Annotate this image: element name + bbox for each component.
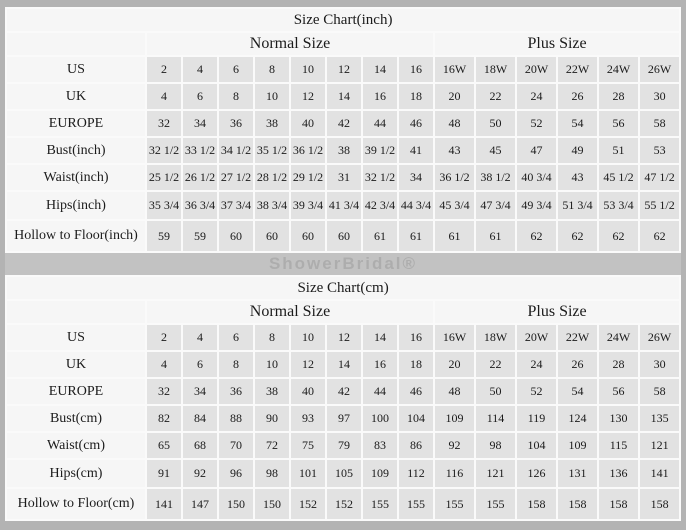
size-cell: 126 — [517, 460, 556, 487]
size-cell: 98 — [255, 460, 289, 487]
size-cell: 14 — [327, 84, 361, 109]
size-cell: 30 — [640, 84, 679, 109]
size-cell: 84 — [183, 406, 217, 431]
size-cell: 109 — [558, 433, 597, 458]
size-cell: 83 — [363, 433, 397, 458]
size-cell: 32 — [147, 111, 181, 136]
size-cell: 79 — [327, 433, 361, 458]
size-cell: 47 — [517, 138, 556, 163]
size-cell: 32 1/2 — [363, 165, 397, 190]
size-cell: 114 — [476, 406, 515, 431]
table-row — [7, 325, 679, 350]
size-cell: 24W — [599, 325, 638, 350]
size-cell: 91 — [147, 460, 181, 487]
size-cell: 38 1/2 — [476, 165, 515, 190]
size-cell: 147 — [183, 489, 217, 519]
size-cell: 4 — [147, 352, 181, 377]
size-cell: 26W — [640, 57, 679, 82]
table-row — [7, 221, 679, 251]
size-cell: 38 3/4 — [255, 192, 289, 219]
size-cell: 121 — [476, 460, 515, 487]
size-cell: 60 — [255, 221, 289, 251]
size-cell: 90 — [255, 406, 289, 431]
size-cell: 22W — [558, 325, 597, 350]
table-row — [7, 406, 679, 431]
table-row — [7, 138, 679, 163]
size-cell: 38 — [327, 138, 361, 163]
size-cell: 47 3/4 — [476, 192, 515, 219]
watermark-text: ShowerBridal® — [268, 254, 418, 273]
size-cell: 115 — [599, 433, 638, 458]
size-cell: 18W — [476, 325, 515, 350]
size-cell: 27 1/2 — [219, 165, 253, 190]
size-cell: 10 — [291, 325, 325, 350]
corner-cell — [7, 33, 145, 55]
size-cell: 92 — [435, 433, 474, 458]
size-cell: 42 3/4 — [363, 192, 397, 219]
size-cell: 131 — [558, 460, 597, 487]
size-cell: 42 — [327, 111, 361, 136]
size-cell: 43 — [435, 138, 474, 163]
size-cell: 45 1/2 — [599, 165, 638, 190]
plus-size-header: Plus Size — [435, 33, 679, 55]
size-cell: 55 1/2 — [640, 192, 679, 219]
size-cell: 56 — [599, 111, 638, 136]
size-cell: 44 — [363, 111, 397, 136]
size-cell: 12 — [327, 325, 361, 350]
size-cell: 54 — [558, 111, 597, 136]
row-label: Waist(inch) — [7, 165, 145, 190]
size-cell: 10 — [255, 352, 289, 377]
size-cell: 155 — [363, 489, 397, 519]
size-cell: 16 — [363, 84, 397, 109]
size-cell: 158 — [599, 489, 638, 519]
table-row — [7, 57, 679, 82]
size-cell: 8 — [255, 57, 289, 82]
size-cell: 100 — [363, 406, 397, 431]
size-cell: 130 — [599, 406, 638, 431]
size-cell: 136 — [599, 460, 638, 487]
size-cell: 20W — [517, 57, 556, 82]
size-cell: 51 3/4 — [558, 192, 597, 219]
size-cell: 124 — [558, 406, 597, 431]
size-chart-inch-table — [5, 7, 681, 253]
size-cell: 8 — [219, 352, 253, 377]
row-label: US — [7, 57, 145, 82]
size-cell: 10 — [291, 57, 325, 82]
size-cell: 50 — [476, 111, 515, 136]
size-cell: 48 — [435, 111, 474, 136]
size-cell: 88 — [219, 406, 253, 431]
table-row — [7, 111, 679, 136]
size-cell: 31 — [327, 165, 361, 190]
size-cell: 49 — [558, 138, 597, 163]
size-cell: 20W — [517, 325, 556, 350]
row-label: Waist(cm) — [7, 433, 145, 458]
table-row — [7, 460, 679, 487]
size-cell: 39 3/4 — [291, 192, 325, 219]
size-cell: 61 — [363, 221, 397, 251]
size-cell: 98 — [476, 433, 515, 458]
table-row — [7, 192, 679, 219]
row-label: Bust(inch) — [7, 138, 145, 163]
size-cell: 18 — [399, 84, 433, 109]
size-cell: 152 — [327, 489, 361, 519]
size-cell: 141 — [147, 489, 181, 519]
row-label: Hollow to Floor(cm) — [7, 489, 145, 519]
size-cell: 56 — [599, 379, 638, 404]
size-cell: 135 — [640, 406, 679, 431]
size-chart-cm-table — [5, 275, 681, 521]
size-cell: 75 — [291, 433, 325, 458]
size-cell: 70 — [219, 433, 253, 458]
size-cell: 68 — [183, 433, 217, 458]
size-cell: 18 — [399, 352, 433, 377]
size-cell: 150 — [219, 489, 253, 519]
size-cell: 20 — [435, 352, 474, 377]
size-cell: 62 — [640, 221, 679, 251]
size-cell: 36 1/2 — [291, 138, 325, 163]
size-cell: 101 — [291, 460, 325, 487]
size-cell: 6 — [183, 84, 217, 109]
size-cell: 46 — [399, 379, 433, 404]
size-cell: 16 — [399, 325, 433, 350]
size-cell: 26 — [558, 352, 597, 377]
size-cell: 40 — [291, 111, 325, 136]
size-cell: 51 — [599, 138, 638, 163]
size-cell: 93 — [291, 406, 325, 431]
size-cell: 14 — [363, 57, 397, 82]
size-cell: 41 3/4 — [327, 192, 361, 219]
size-cell: 36 — [219, 379, 253, 404]
size-cell: 20 — [435, 84, 474, 109]
size-cell: 158 — [558, 489, 597, 519]
size-cell: 46 — [399, 111, 433, 136]
table-row — [7, 379, 679, 404]
row-label: Bust(cm) — [7, 406, 145, 431]
size-cell: 105 — [327, 460, 361, 487]
size-cell: 32 1/2 — [147, 138, 181, 163]
size-chart-cm-container — [5, 275, 681, 521]
size-cell: 14 — [327, 352, 361, 377]
row-label: EUROPE — [7, 111, 145, 136]
size-cell: 40 — [291, 379, 325, 404]
size-cell: 6 — [183, 352, 217, 377]
size-cell: 60 — [291, 221, 325, 251]
size-cell: 60 — [327, 221, 361, 251]
size-cell: 61 — [399, 221, 433, 251]
size-cell: 42 — [327, 379, 361, 404]
size-cell: 59 — [147, 221, 181, 251]
size-cell: 155 — [476, 489, 515, 519]
row-label: Hollow to Floor(inch) — [7, 221, 145, 251]
size-cell: 72 — [255, 433, 289, 458]
size-cell: 18W — [476, 57, 515, 82]
row-label: UK — [7, 84, 145, 109]
row-label: Hips(cm) — [7, 460, 145, 487]
size-cell: 104 — [399, 406, 433, 431]
chart-title: Size Chart(inch) — [7, 9, 679, 31]
size-cell: 29 1/2 — [291, 165, 325, 190]
size-cell: 116 — [435, 460, 474, 487]
size-cell: 45 — [476, 138, 515, 163]
size-cell: 50 — [476, 379, 515, 404]
size-cell: 150 — [255, 489, 289, 519]
size-cell: 52 — [517, 111, 556, 136]
size-cell: 37 3/4 — [219, 192, 253, 219]
size-cell: 141 — [640, 460, 679, 487]
size-cell: 36 — [219, 111, 253, 136]
size-cell: 104 — [517, 433, 556, 458]
size-cell: 38 — [255, 111, 289, 136]
size-cell: 62 — [599, 221, 638, 251]
size-cell: 41 — [399, 138, 433, 163]
size-cell: 26 1/2 — [183, 165, 217, 190]
size-cell: 54 — [558, 379, 597, 404]
size-cell: 52 — [517, 379, 556, 404]
size-cell: 34 1/2 — [219, 138, 253, 163]
size-cell: 16 — [399, 57, 433, 82]
table-row — [7, 165, 679, 190]
size-cell: 155 — [435, 489, 474, 519]
size-cell: 26W — [640, 325, 679, 350]
row-label: EUROPE — [7, 379, 145, 404]
size-cell: 28 — [599, 352, 638, 377]
size-cell: 24 — [517, 352, 556, 377]
size-cell: 49 3/4 — [517, 192, 556, 219]
size-cell: 40 3/4 — [517, 165, 556, 190]
size-cell: 32 — [147, 379, 181, 404]
size-cell: 25 1/2 — [147, 165, 181, 190]
size-cell: 53 — [640, 138, 679, 163]
size-cell: 62 — [558, 221, 597, 251]
size-cell: 112 — [399, 460, 433, 487]
size-cell: 92 — [183, 460, 217, 487]
size-chart-inch-container — [5, 7, 681, 253]
table-row — [7, 352, 679, 377]
size-cell: 152 — [291, 489, 325, 519]
size-cell: 33 1/2 — [183, 138, 217, 163]
size-cell: 35 1/2 — [255, 138, 289, 163]
size-cell: 2 — [147, 57, 181, 82]
size-cell: 109 — [363, 460, 397, 487]
size-cell: 36 3/4 — [183, 192, 217, 219]
size-cell: 39 1/2 — [363, 138, 397, 163]
corner-cell — [7, 301, 145, 323]
size-cell: 60 — [219, 221, 253, 251]
size-cell: 12 — [327, 57, 361, 82]
row-label: US — [7, 325, 145, 350]
size-cell: 22W — [558, 57, 597, 82]
size-cell: 28 — [599, 84, 638, 109]
size-cell: 8 — [255, 325, 289, 350]
size-cell: 36 1/2 — [435, 165, 474, 190]
row-label: UK — [7, 352, 145, 377]
size-cell: 12 — [291, 84, 325, 109]
size-cell: 34 — [183, 379, 217, 404]
size-cell: 65 — [147, 433, 181, 458]
size-cell: 121 — [640, 433, 679, 458]
size-cell: 35 3/4 — [147, 192, 181, 219]
size-cell: 61 — [476, 221, 515, 251]
size-cell: 14 — [363, 325, 397, 350]
size-cell: 22 — [476, 84, 515, 109]
size-cell: 12 — [291, 352, 325, 377]
size-cell: 45 3/4 — [435, 192, 474, 219]
size-cell: 24 — [517, 84, 556, 109]
size-cell: 24W — [599, 57, 638, 82]
size-cell: 6 — [219, 57, 253, 82]
size-cell: 30 — [640, 352, 679, 377]
size-cell: 158 — [517, 489, 556, 519]
size-cell: 34 — [399, 165, 433, 190]
size-cell: 119 — [517, 406, 556, 431]
table-row — [7, 433, 679, 458]
size-cell: 26 — [558, 84, 597, 109]
size-cell: 155 — [399, 489, 433, 519]
size-cell: 96 — [219, 460, 253, 487]
size-cell: 48 — [435, 379, 474, 404]
size-cell: 2 — [147, 325, 181, 350]
size-cell: 44 — [363, 379, 397, 404]
size-cell: 22 — [476, 352, 515, 377]
size-cell: 43 — [558, 165, 597, 190]
table-row — [7, 489, 679, 519]
size-cell: 58 — [640, 111, 679, 136]
size-cell: 62 — [517, 221, 556, 251]
size-cell: 44 3/4 — [399, 192, 433, 219]
size-cell: 16W — [435, 57, 474, 82]
table-row — [7, 84, 679, 109]
size-cell: 61 — [435, 221, 474, 251]
normal-size-header: Normal Size — [147, 301, 433, 323]
size-cell: 8 — [219, 84, 253, 109]
size-cell: 28 1/2 — [255, 165, 289, 190]
size-cell: 97 — [327, 406, 361, 431]
row-label: Hips(inch) — [7, 192, 145, 219]
size-cell: 34 — [183, 111, 217, 136]
size-cell: 16W — [435, 325, 474, 350]
size-cell: 58 — [640, 379, 679, 404]
plus-size-header: Plus Size — [435, 301, 679, 323]
tables-gap — [5, 253, 681, 275]
size-cell: 109 — [435, 406, 474, 431]
normal-size-header: Normal Size — [147, 33, 433, 55]
size-cell: 47 1/2 — [640, 165, 679, 190]
size-cell: 158 — [640, 489, 679, 519]
size-cell: 82 — [147, 406, 181, 431]
chart-title: Size Chart(cm) — [7, 277, 679, 299]
size-cell: 4 — [147, 84, 181, 109]
size-cell: 38 — [255, 379, 289, 404]
size-cell: 16 — [363, 352, 397, 377]
size-cell: 86 — [399, 433, 433, 458]
size-cell: 6 — [219, 325, 253, 350]
size-cell: 53 3/4 — [599, 192, 638, 219]
size-cell: 4 — [183, 325, 217, 350]
size-cell: 4 — [183, 57, 217, 82]
size-cell: 10 — [255, 84, 289, 109]
size-cell: 59 — [183, 221, 217, 251]
